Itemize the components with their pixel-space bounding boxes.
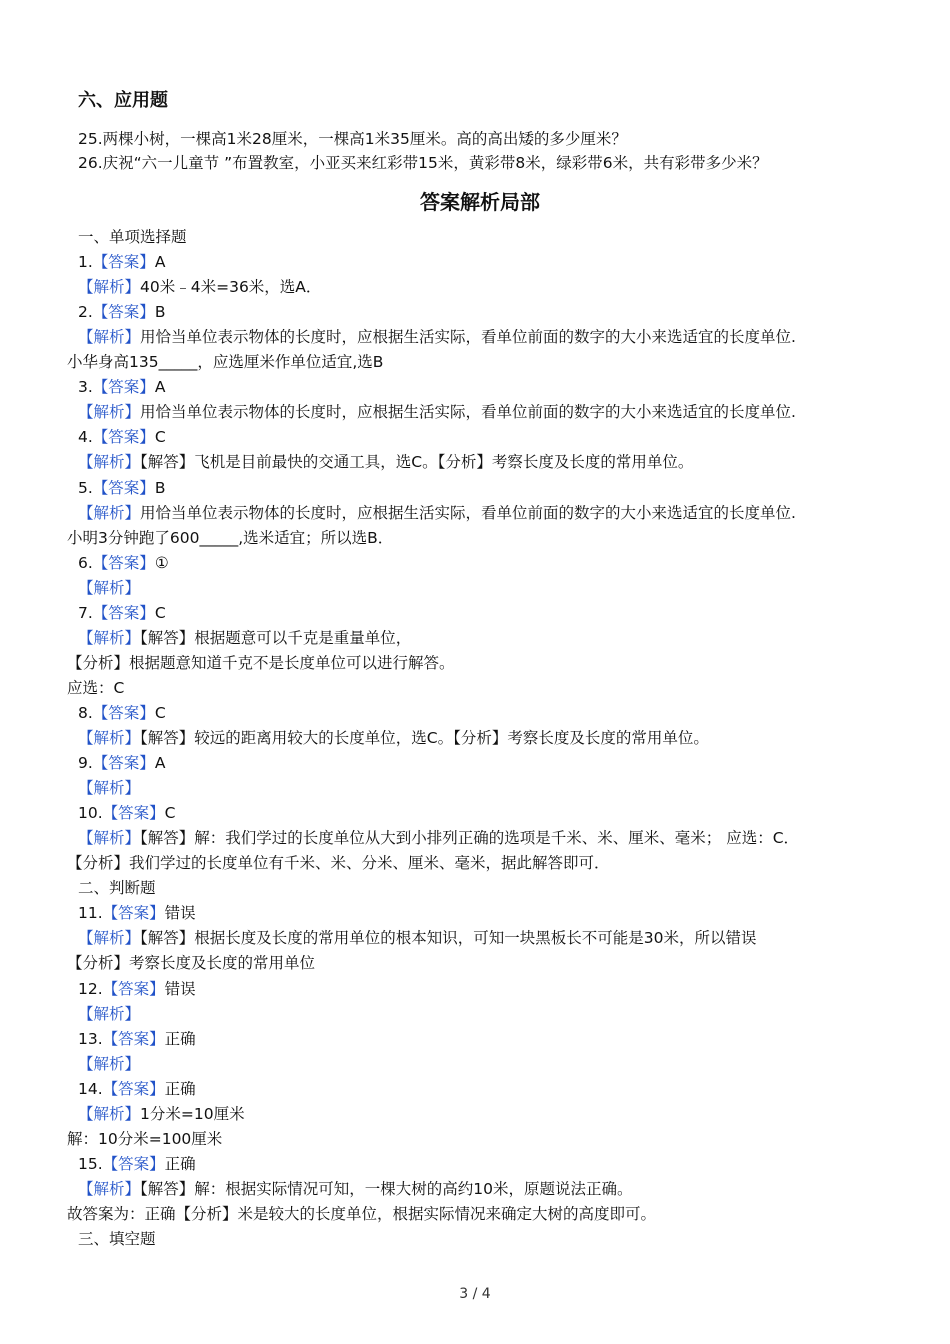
analysis-line <box>78 1003 140 1025</box>
line-text: 错误 <box>164 904 196 923</box>
text-line <box>78 877 156 899</box>
analysis-tag: 【解析】 <box>78 729 141 747</box>
question-number: 1. <box>78 253 93 272</box>
answer-tag: 【答案】 <box>92 303 155 322</box>
analysis-tag: 【解析】 <box>78 453 141 472</box>
text-line <box>67 677 124 699</box>
analysis-line <box>78 1053 140 1075</box>
question-number: 14. <box>78 1079 103 1098</box>
answer-tag: 【答案】 <box>92 428 155 447</box>
line-text: A <box>154 253 166 272</box>
analysis-tag: 【解析】 <box>78 403 141 422</box>
question-number: 7. <box>78 603 93 622</box>
question-number: 9. <box>78 754 93 773</box>
answer-line <box>78 802 176 824</box>
answer-line <box>78 1028 196 1050</box>
answer-line <box>78 702 166 724</box>
analysis-tag: 【解析】 <box>78 328 141 347</box>
answer-tag: 【答案】 <box>102 804 165 823</box>
analysis-tag: 【解析】 <box>78 1179 141 1198</box>
line-text: 【解答】解：根据实际情况可知，一棵大树的高约10米，原题说法正确。 <box>140 1179 633 1198</box>
analysis-tag: 【解析】 <box>78 628 141 647</box>
analysis-line <box>78 401 796 423</box>
answer-line <box>78 552 169 574</box>
analysis-tag: 【解析】 <box>78 503 141 522</box>
analysis-line <box>78 276 321 298</box>
answer-tag: 【答案】 <box>102 1029 165 1048</box>
analysis-tag: 【解析】 <box>78 779 141 798</box>
question-number: 2. <box>78 303 93 322</box>
text-line <box>67 527 393 549</box>
answer-line <box>78 376 165 398</box>
text-line <box>67 652 455 674</box>
line-text: 正确 <box>164 1079 196 1098</box>
line-text: 错误 <box>164 979 196 998</box>
line-text: 【分析】根据题意知道千克不是长度单位可以进行解答。 <box>67 653 455 672</box>
answer-tag: 【答案】 <box>92 754 155 773</box>
line-text: 应选：C <box>67 678 125 697</box>
analysis-tag: 【解析】 <box>78 929 141 948</box>
analysis-tag: 【解析】 <box>78 578 141 597</box>
answer-line <box>78 426 166 448</box>
answer-line <box>78 978 196 1000</box>
analysis-line <box>78 451 693 473</box>
answer-tag: 【答案】 <box>102 1079 165 1098</box>
question-number: 10. <box>78 804 103 823</box>
question-26: 26.庆祝“六一儿童节 ”布置教室，小亚买来红彩带15米，黄彩带8米，绿彩带6米，共有彩带多少米？ <box>78 154 768 172</box>
line-text: 小华身高135_____，应选厘米作单位适宜,选B <box>67 353 384 372</box>
text-line <box>67 351 383 373</box>
answer-tag: 【答案】 <box>92 478 155 497</box>
line-text: 故答案为：正确【分析】米是较大的长度单位，根据实际情况来确定大树的高度即可。 <box>67 1204 657 1223</box>
analysis-tag: 【解析】 <box>78 278 141 297</box>
text-line <box>67 852 610 874</box>
answers-title: 答案解析局部 <box>420 190 540 214</box>
answer-tag: 【答案】 <box>92 603 155 622</box>
analysis-line <box>78 627 411 649</box>
line-text: C <box>154 603 166 622</box>
answer-line <box>78 477 165 499</box>
line-text: 【解答】较远的距离用较大的长度单位，选C。【分析】考察长度及长度的常用单位。 <box>140 729 709 747</box>
question-number: 13. <box>78 1029 103 1048</box>
answer-tag: 【答案】 <box>92 553 155 572</box>
question-number: 5. <box>78 478 93 497</box>
line-text: 正确 <box>164 1154 196 1173</box>
answer-tag: 【答案】 <box>92 703 155 722</box>
line-text: 二、判断题 <box>78 879 156 898</box>
line-text: B <box>154 478 166 497</box>
section-heading: 六、应用题 <box>78 90 168 111</box>
text-line <box>67 1203 656 1225</box>
answer-line <box>78 251 165 273</box>
text-line <box>67 952 315 974</box>
analysis-tag: 【解析】 <box>78 1104 141 1123</box>
question-number: 6. <box>78 553 93 572</box>
line-text: 【解答】飞机是目前最快的交通工具，选C。【分析】考察长度及长度的常用单位。 <box>140 453 694 472</box>
question-number: 15. <box>78 1154 103 1173</box>
question-number: 8. <box>78 703 93 722</box>
analysis-line <box>78 827 799 849</box>
answer-tag: 【答案】 <box>102 1154 165 1173</box>
analysis-line <box>78 326 796 348</box>
answer-tag: 【答案】 <box>92 253 155 272</box>
analysis-line <box>78 502 796 524</box>
text-line <box>78 226 187 248</box>
analysis-line <box>78 1103 245 1125</box>
question-number: 4. <box>78 428 93 447</box>
text-line <box>78 1228 156 1250</box>
question-number: 3. <box>78 378 93 397</box>
analysis-tag: 【解析】 <box>78 1054 141 1073</box>
analysis-line <box>78 777 140 799</box>
answer-tag: 【答案】 <box>102 904 165 923</box>
question-25: 25.两棵小树，一棵高1米28厘米，一棵高1米35厘米。高的高出矮的多少厘米？ <box>78 130 627 148</box>
line-text: 用恰当单位表示物体的长度时，应根据生活实际，看单位前面的数字的大小来选适宜的长度单位. <box>140 403 796 422</box>
line-text: 小明3分钟跑了600_____,选米适宜；所以选B． <box>67 528 394 547</box>
line-text: 用恰当单位表示物体的长度时，应根据生活实际，看单位前面的数字的大小来选适宜的长度单位. <box>140 503 796 522</box>
question-number: 12. <box>78 979 103 998</box>
answer-line <box>78 602 166 624</box>
answer-tag: 【答案】 <box>102 979 165 998</box>
analysis-tag: 【解析】 <box>78 1004 141 1023</box>
line-text: 1分米=10厘米 <box>140 1104 245 1123</box>
line-text: 正确 <box>164 1029 196 1048</box>
line-text: 【解答】根据题意可以千克是重量单位， <box>140 628 412 647</box>
line-text: ① <box>154 553 169 572</box>
line-text: 【解答】根据长度及长度的常用单位的根本知识，可知一块黑板长不可能是30米，所以错误 <box>140 929 757 948</box>
answer-line <box>78 752 165 774</box>
answer-tag: 【答案】 <box>92 378 155 397</box>
line-text: 解：10分米=100厘米 <box>67 1129 223 1148</box>
line-text: 【分析】考察长度及长度的常用单位 <box>67 954 316 973</box>
analysis-line <box>78 577 140 599</box>
answer-line <box>78 301 165 323</box>
answer-line <box>78 1153 196 1175</box>
answer-line <box>78 902 196 924</box>
line-text: 【解答】解：我们学过的长度单位从大到小排列正确的选项是千米、米、厘米、毫米； 应选：C． <box>140 829 800 848</box>
line-text: 三、填空题 <box>78 1230 156 1248</box>
question-number: 11. <box>78 904 103 923</box>
line-text: C <box>164 804 176 823</box>
analysis-line <box>78 727 709 749</box>
line-text: A <box>154 754 166 773</box>
line-text: A <box>154 378 166 397</box>
analysis-line <box>78 1178 633 1200</box>
line-text: C <box>154 703 166 722</box>
line-text: 【分析】我们学过的长度单位有千米、米、分米、厘米、毫米，据此解答即可． <box>67 854 610 873</box>
text-line <box>67 1128 222 1150</box>
page-number: 3 / 4 <box>459 1286 491 1302</box>
line-text: 一、单项选择题 <box>78 228 187 246</box>
analysis-line <box>78 927 757 949</box>
line-text: B <box>154 303 166 322</box>
answer-line <box>78 1078 196 1100</box>
line-text: C <box>154 428 166 447</box>
analysis-tag: 【解析】 <box>78 829 141 848</box>
line-text: 40米﹣4米=36米，选A． <box>140 278 322 297</box>
line-text: 用恰当单位表示物体的长度时，应根据生活实际，看单位前面的数字的大小来选适宜的长度单位. <box>140 328 796 347</box>
